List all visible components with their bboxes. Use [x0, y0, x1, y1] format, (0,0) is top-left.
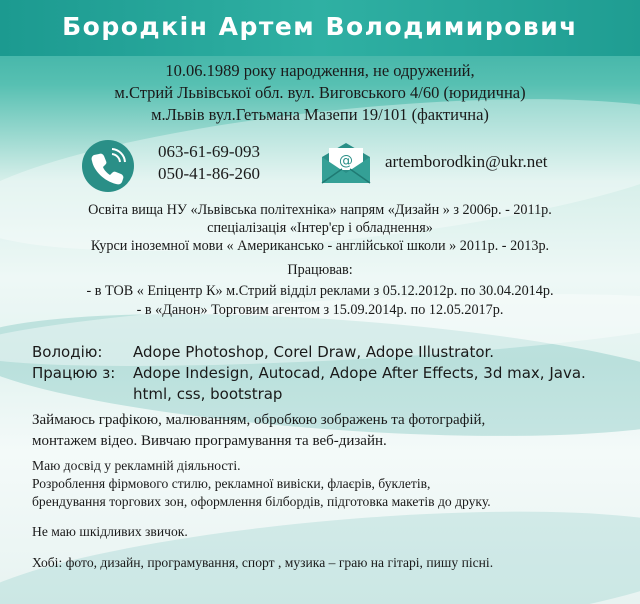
- phone-number-1[interactable]: 063-61-69-093: [158, 142, 260, 161]
- work-title: Працював:: [287, 262, 353, 278]
- experience-line: брендування торгових зон, оформлення білбордів, підготовка макетів до друку.: [32, 494, 491, 509]
- skills-work-label: Працюю з:: [32, 364, 116, 382]
- skills-work-value: html, css, bootstrap: [133, 385, 283, 403]
- phone-number-2[interactable]: 050-41-86-260: [158, 164, 260, 183]
- education-line: Освіта вища НУ «Львівська політехніка» напрям «Дизайн » з 2006р. - 2011р.: [88, 202, 552, 218]
- specialization-line: спеціалізація «Інтер'єр і обладнення»: [207, 220, 433, 236]
- habits-line: Не маю шкідливих звичок.: [32, 524, 188, 539]
- courses-line: Курси іноземної мови « Американсько - англійської школи » 2011р. - 2013р.: [90, 238, 550, 254]
- about-line: Займаюсь графікою, малюванням, обробкою зображень та фотографій,: [32, 412, 486, 428]
- work-item: - в «Данон» Торговим агентом з 15.09.2014р. по 12.05.2017р.: [136, 302, 504, 318]
- phone-icon: [82, 140, 134, 192]
- envelope-icon: [318, 141, 374, 185]
- legal-address: м.Стрий Львівської обл. вул. Виговського 4/60 (юридична): [114, 83, 526, 102]
- experience-line: Розроблення фірмового стилю, рекламної вивіски, флаєрів, буклетів,: [32, 476, 431, 491]
- person-name: Бородкін Артем Володимирович: [62, 12, 578, 41]
- hobby-line: Хобі: фото, дизайн, програмування, спорт , музика – граю на гітарі, пишу пісні.: [32, 555, 494, 570]
- birth-info: 10.06.1989 року народження, не одружений,: [165, 61, 475, 80]
- skills-work-value: Adope Indesign, Autocad, Adope After Effects, 3d max, Java.: [133, 364, 586, 382]
- skills-own-label: Володію:: [32, 343, 103, 361]
- skills-own-value: Adope Photoshop, Corel Draw, Adope Illustrator.: [133, 343, 495, 361]
- about-line: монтажем відео. Вивчаю програмування та веб-дизайн.: [32, 433, 387, 449]
- experience-line: Маю досвід у рекламній діяльності.: [32, 458, 241, 473]
- actual-address: м.Львів вул.Гетьмана Мазепи 19/101 (фактична): [151, 105, 489, 124]
- email-address[interactable]: artemborodkin@ukr.net: [385, 152, 548, 171]
- work-item: - в ТОВ « Епіцентр К» м.Стрий відділ реклами з 05.12.2012р. по 30.04.2014р.: [86, 283, 554, 299]
- svg-text:@: @: [339, 153, 353, 169]
